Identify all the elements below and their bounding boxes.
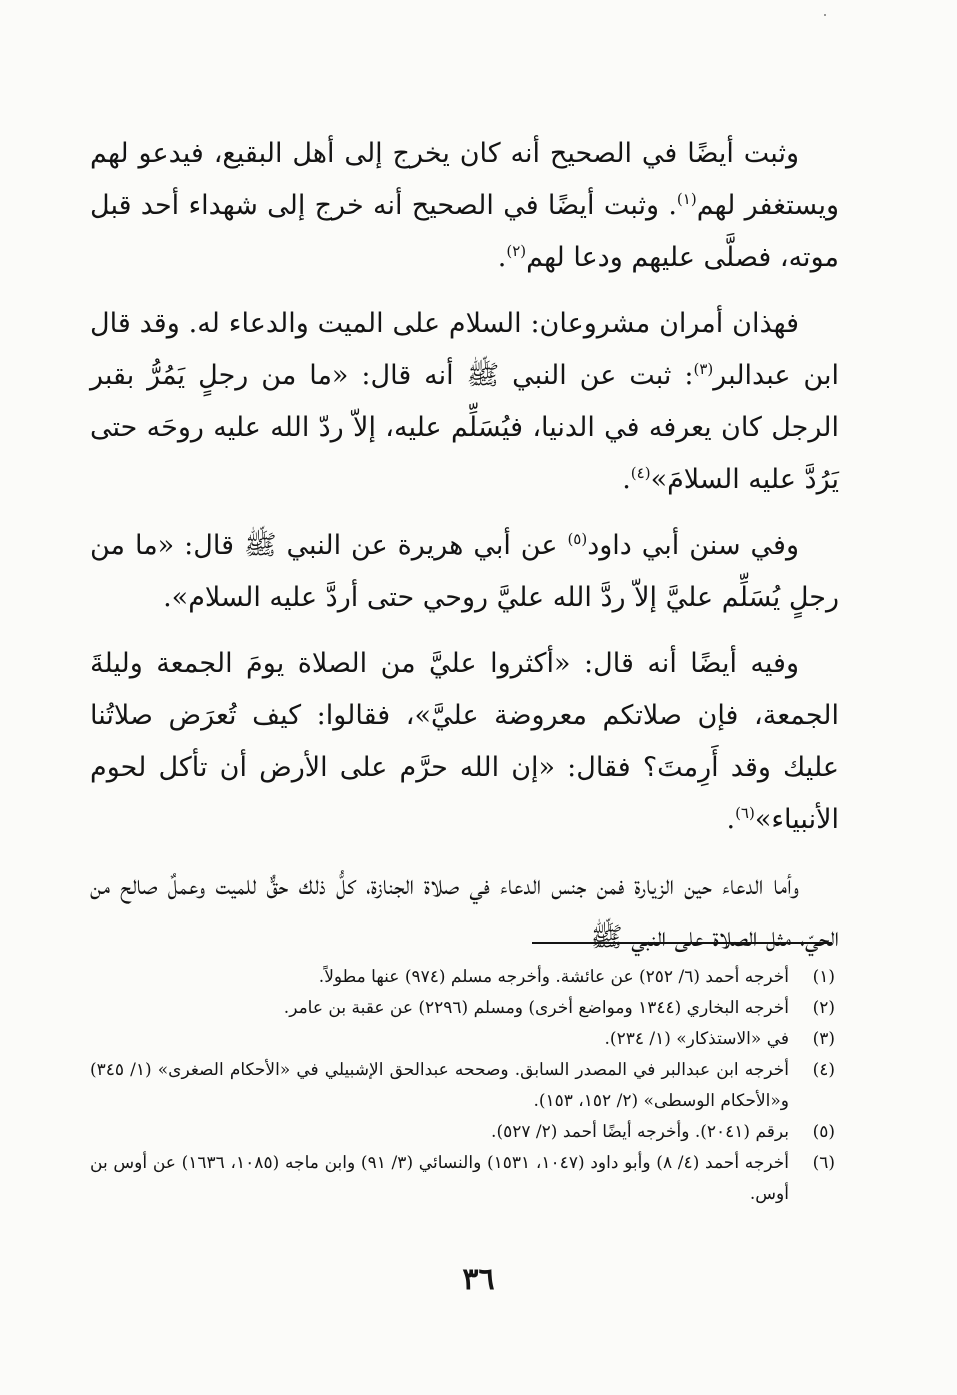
- footnote-6: [90, 1148, 835, 1210]
- text-run: وفي سنن أبي داود: [587, 530, 799, 561]
- footnote-1: [90, 962, 835, 993]
- footnote-number: (٢): [812, 998, 835, 1018]
- footnote-text: أخرجه ابن عبدالبر في المصدر السابق. وصححه عبدالحق الإشبيلي في «الأحكام الصغرى» (١/ ٣٤٥) و«الأحكام الوسطى» (٢/ ١٥٢، ١٥٣).: [90, 1060, 789, 1111]
- footnote-ref-4[interactable]: (٤): [630, 464, 651, 482]
- footnote-2: [90, 993, 835, 1024]
- footnote-number: (٤): [812, 1060, 835, 1080]
- footnote-number: (٦): [812, 1153, 835, 1173]
- text-run: وثبت أيضًا في الصحيح أنه كان يخرج إلى أهل البقيع، فيدعو لهم ويستغفر لهم: [90, 138, 839, 221]
- paragraph-3: [90, 520, 839, 624]
- footnote-ref-5[interactable]: (٥): [567, 530, 588, 548]
- footnote-separator: [532, 942, 832, 944]
- page-number: ٣٦: [462, 1262, 495, 1297]
- footnote-text: أخرجه أحمد (٦/ ٢٥٢) عن عائشة. وأخرجه مسلم (٩٧٤) عنها مطولاً.: [318, 967, 789, 987]
- text-run: : ثبت عن النبي ﷺ أنه قال: «ما من رجلٍ يَمُرُّ بقبر الرجل كان يعرفه في الدنيا، فيُسَلِّم عليه، إلاّ ردّ الله عليه روحَه حتى يَرُدَّ عليه السلامَ»: [90, 360, 839, 495]
- text-run: .: [726, 804, 736, 835]
- text-run: وفيه أيضًا أنه قال: «أكثروا عليَّ من الصلاة يومَ الجمعة وليلةَ الجمعة، فإن صلاتكم معروضة عليَّ»، فقالوا: كيف تُعرَض صلاتُنا عليك وقد أَرِمتَ؟ فقال: «إن الله حرَّم على الأرض أن تأكل لحوم الأنبياء»: [90, 648, 839, 835]
- footnote-ref-1[interactable]: (١): [676, 190, 697, 208]
- paragraph-4: [90, 638, 839, 846]
- paragraph-1: [90, 128, 839, 284]
- text-run: .: [497, 242, 507, 273]
- footnote-text: أخرجه أحمد (٤/ ٨) وأبو داود (١٠٤٧، ١٥٣١) والنسائي (٣/ ٩١) وابن ماجه (١٠٨٥، ١٦٣٦) عن أوس بن أوس.: [90, 1153, 790, 1204]
- footnotes: [90, 962, 835, 1210]
- footnote-ref-2[interactable]: (٢): [506, 242, 527, 260]
- footnote-text: برقم (٢٠٤١). وأخرجه أيضًا أحمد (٢/ ٥٢٧).: [491, 1122, 789, 1142]
- footnote-5: [90, 1117, 835, 1148]
- main-text: [90, 128, 839, 978]
- text-run: . وثبت أيضًا في الصحيح أنه خرج إلى شهداء أحد قبل موته، فصلَّى عليهم ودعا لهم: [90, 190, 839, 273]
- footnote-number: (٣): [812, 1029, 835, 1049]
- footnote-ref-3[interactable]: (٣): [693, 360, 714, 378]
- text-run: فهذان أمران مشروعان: السلام على الميت والدعاء له. وقد قال ابن عبدالبر: [90, 308, 840, 391]
- footnote-3: [90, 1024, 835, 1055]
- footnote-ref-6[interactable]: (٦): [735, 804, 755, 822]
- footnote-number: (٥): [812, 1122, 835, 1142]
- text-run: .: [622, 464, 631, 495]
- footnote-text: في «الاستذكار» (١/ ٢٣٤).: [604, 1029, 789, 1049]
- footnote-text: أخرجه البخاري (١٣٤٤ ومواضع أخرى) ومسلم (٢٢٩٦) عن عقبة بن عامر.: [283, 998, 789, 1018]
- footnote-4: [90, 1055, 835, 1117]
- paragraph-2: [90, 298, 839, 506]
- text-run: وأما الدعاء حين الزيارة فمن جنس الدعاء في صلاة الجنازة، كلُّ ذلك حقٌّ للميت وعملٌ صالح من الحيّ، مثل الصلاة على النبي ﷺ: [90, 870, 839, 953]
- paragraph-5: [90, 860, 839, 964]
- footnote-number: (١): [812, 967, 835, 987]
- text-run: عن أبي هريرة عن النبي ﷺ قال: «ما من رجلٍ يُسَلِّم عليَّ إلاّ ردَّ الله عليَّ روحي حتى أردَّ عليه السلام».: [90, 530, 839, 613]
- scan-speck: [824, 14, 826, 16]
